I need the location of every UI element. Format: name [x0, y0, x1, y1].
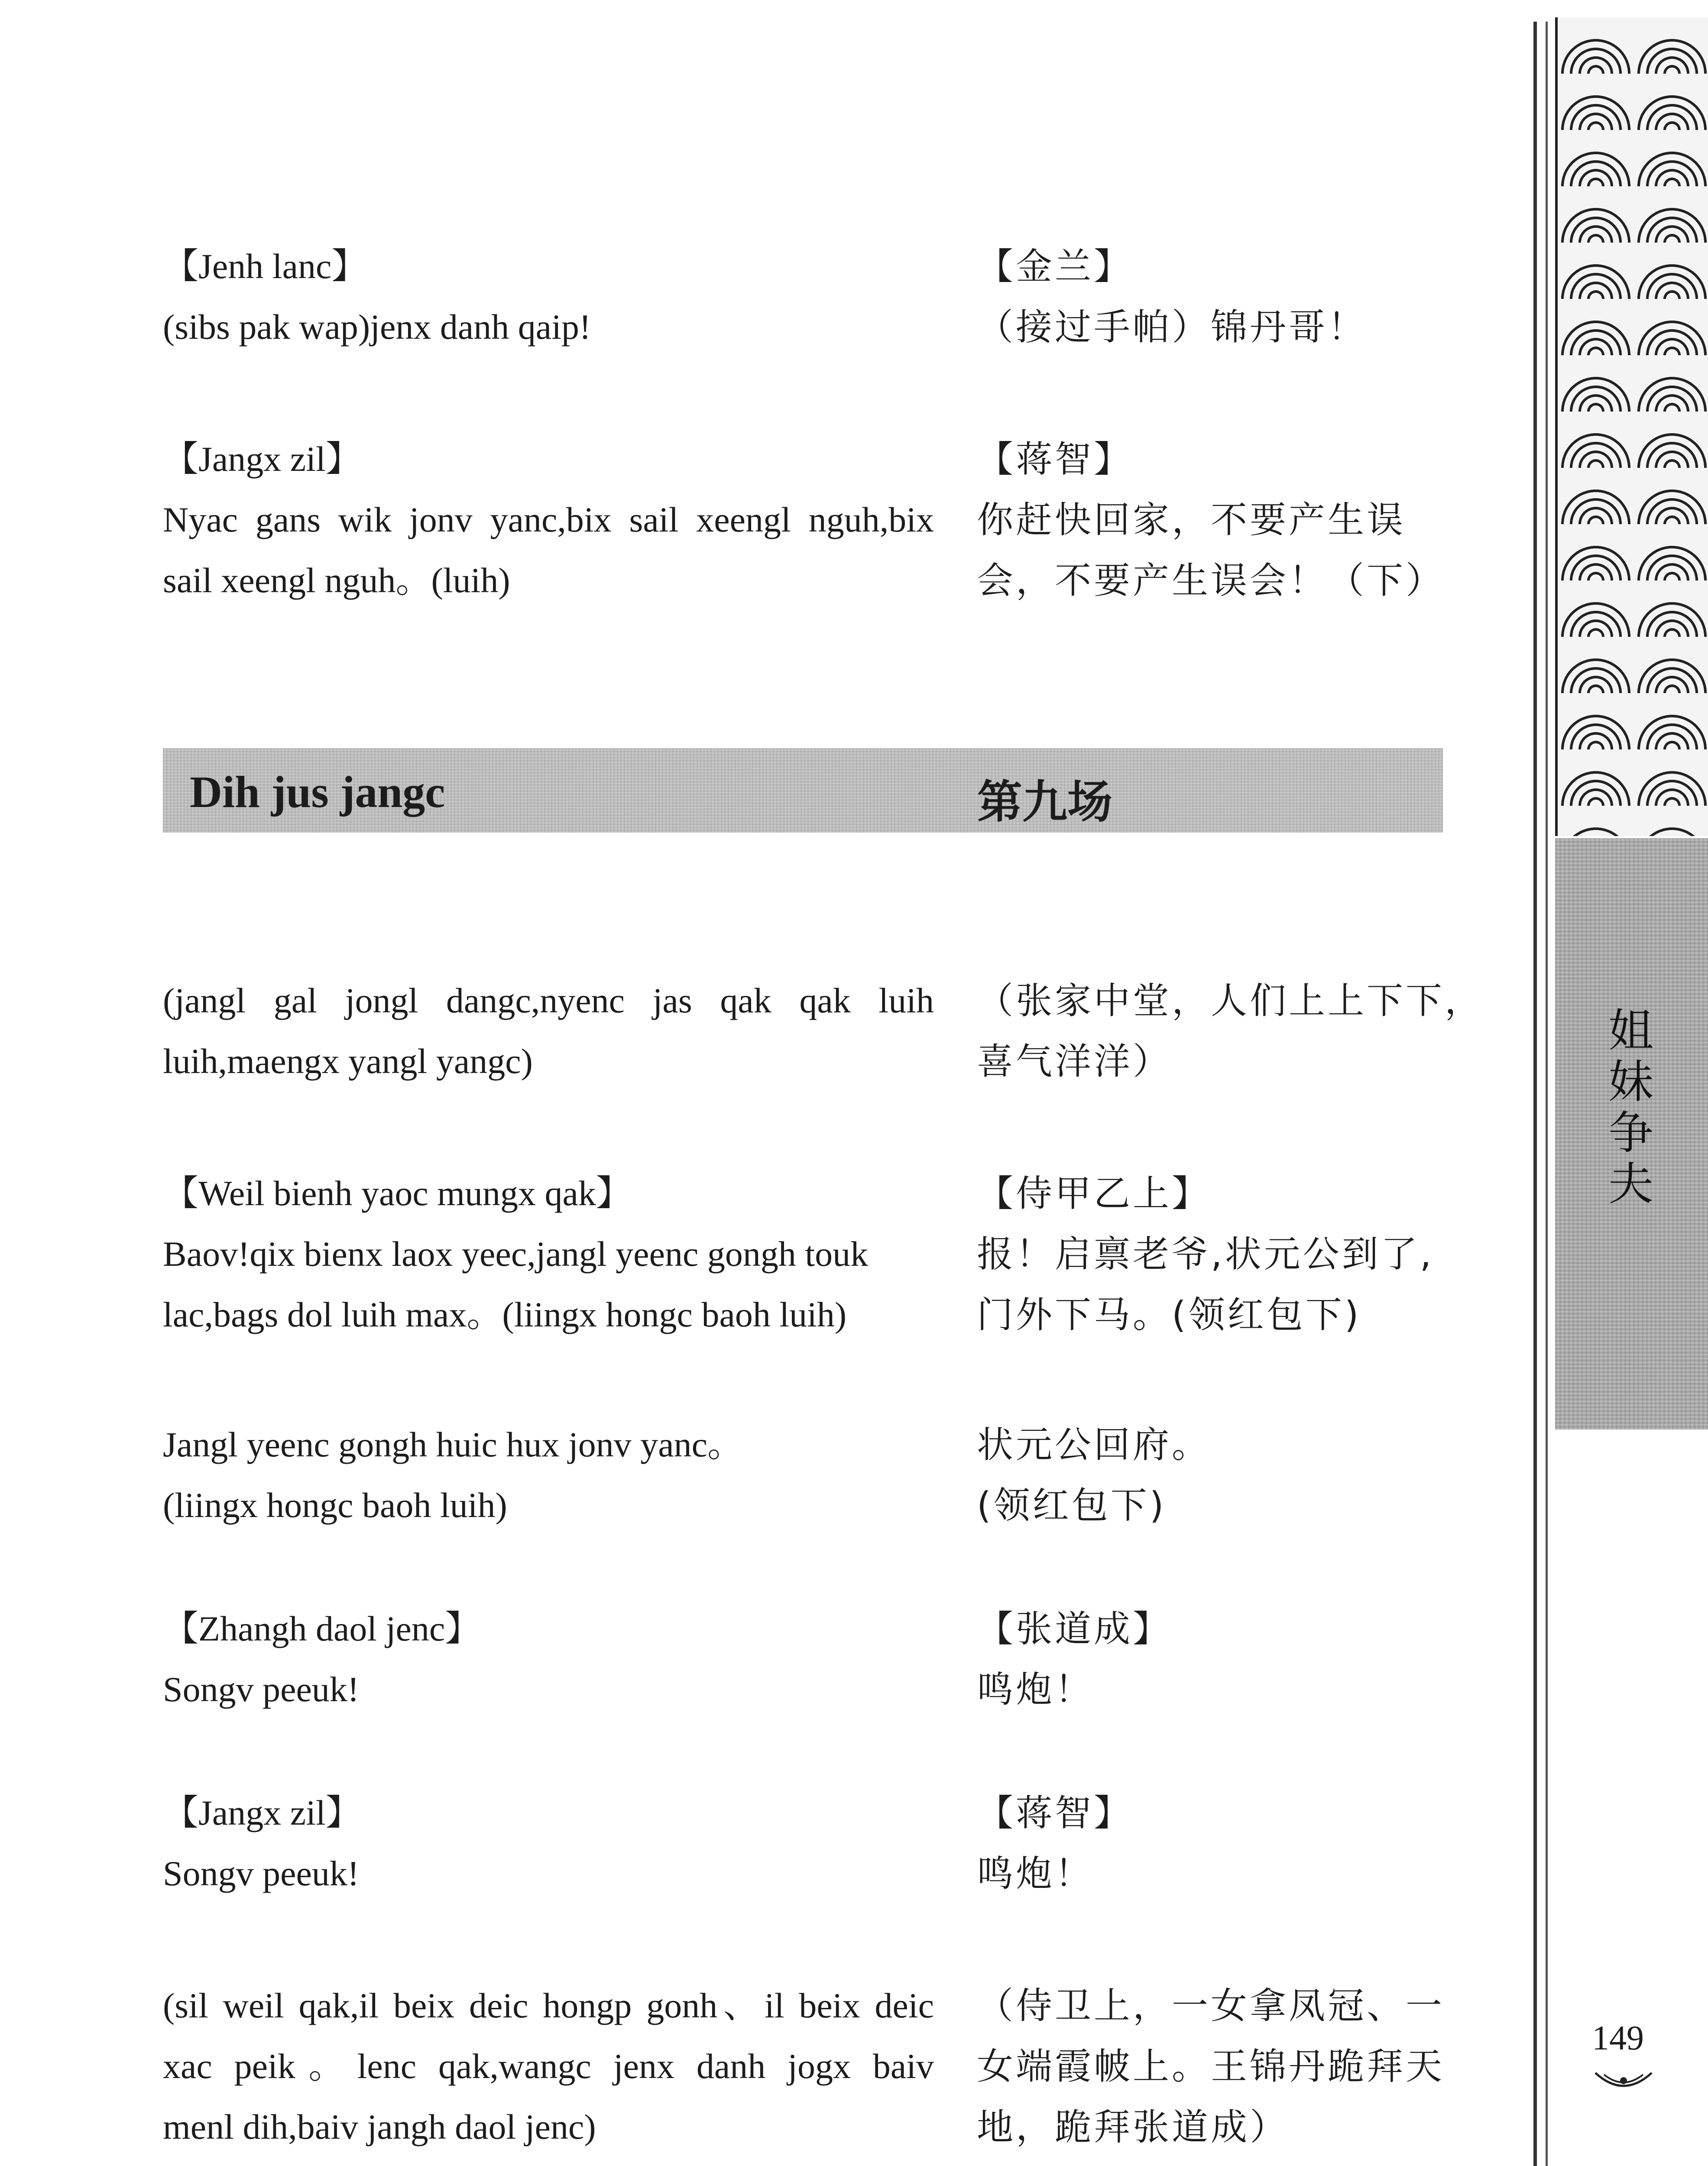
stage-direction-block-2-zh: [977, 1975, 1458, 2157]
dialogue-line: xac peik。lenc qak,wangc jenx danh jogx baiv: [163, 2046, 934, 2086]
speaker-label: 【Jangx zil】: [163, 1793, 361, 1832]
dialogue-line: 你赶快回家，不要产生误: [977, 499, 1406, 541]
speaker-label: 【蒋智】: [977, 1792, 1133, 1834]
dialogue-line: Songv peeuk!: [163, 1854, 360, 1893]
dialogue-line: Nyac gans wik jonv yanc,bix sail xeengl nguh,bix: [163, 500, 934, 539]
side-title-char: 夫: [1608, 1158, 1653, 1210]
side-title-char: 争: [1608, 1106, 1653, 1159]
dialogue-line: （侍卫上，一女拿凤冠、一: [977, 1984, 1445, 2027]
dialogue-line: (领红包下): [977, 1484, 1167, 1527]
dialogue-line: sail xeengl nguh。(luih): [163, 561, 510, 600]
dialogue-block-jenh-lanc-zh: [977, 236, 1458, 357]
side-title: [1607, 1005, 1655, 1209]
speaker-label: 【金兰】: [977, 245, 1133, 288]
dialogue-block-jenh-lanc-dong: [163, 236, 934, 357]
decorative-wave-pattern: [1555, 17, 1708, 836]
dialogue-line: (jangl gal jongl dangc,nyenc jas qak qak luih: [163, 981, 934, 1020]
dialogue-line: 喜气洋洋）: [977, 1040, 1172, 1083]
dialogue-line: 状元公回府。: [977, 1423, 1211, 1466]
speaker-label: 【Jenh lanc】: [163, 246, 367, 286]
dialogue-line: （接过手帕）锦丹哥！: [977, 306, 1367, 348]
dialogue-block-jangl-yeenc-zh: [977, 1414, 1458, 1536]
speaker-label: 【Weil bienh yaoc mungx qak】: [163, 1174, 632, 1213]
dialogue-block-jangl-yeenc-dong: [163, 1414, 934, 1536]
dialogue-line: Jangl yeenc gongh huic hux jonv yanc。: [163, 1425, 743, 1464]
dialogue-block-jangx-zil-dong: [163, 429, 934, 611]
dialogue-block-jangx-zil-zh: [977, 429, 1458, 611]
speaker-label: 【Jangx zil】: [163, 439, 361, 479]
dialogue-line: (sil weil qak,il beix deic hongp gonh、il beix deic: [163, 1986, 934, 2025]
dialogue-line: 女端霞帔上。王锦丹跪拜天: [977, 2045, 1445, 2088]
dialogue-line: （张家中堂，人们上上下下，: [977, 979, 1484, 1022]
side-title-char: 姐: [1608, 1004, 1653, 1057]
dialogue-line: lac,bags dol luih max。(liingx hongc baoh luih): [163, 1295, 847, 1334]
dialogue-block-weil-bienh-dong: [163, 1163, 934, 1345]
stage-direction-block-2-dong: [163, 1975, 934, 2157]
scene-title-dong: Dih jus jangc: [190, 767, 445, 817]
scene-heading-bar: [163, 748, 1443, 833]
stage-direction-block-dong: [163, 970, 934, 1092]
dialogue-line: 地，跪拜张道成）: [977, 2106, 1289, 2148]
dialogue-line: (sibs pak wap)jenx danh qaip!: [163, 307, 591, 347]
margin-rule: [1546, 22, 1548, 2166]
side-title-char: 妹: [1608, 1055, 1653, 1108]
dialogue-line: menl dih,baiv jangh daol jenc): [163, 2107, 596, 2147]
stage-direction-block-zh: [977, 970, 1484, 1092]
scene-title-zh: 第九场: [977, 775, 1113, 828]
dialogue-block-jangx-zil-2-dong: [163, 1783, 934, 1904]
dialogue-line: Baov!qix bienx laox yeec,jangl yeenc gongh touk: [163, 1234, 869, 1274]
page-number: 149: [1592, 2019, 1644, 2057]
dialogue-line: (liingx hongc baoh luih): [163, 1485, 507, 1525]
dialogue-block-jangx-zil-2-zh: [977, 1783, 1458, 1904]
dialogue-line: 会，不要产生误会！（下）: [977, 559, 1445, 602]
dialogue-line: Songv peeuk!: [163, 1670, 360, 1709]
dialogue-line: 门外下马。(领红包下): [977, 1294, 1361, 1336]
speaker-label: 【蒋智】: [977, 438, 1133, 480]
page-ornament-icon: [1593, 2069, 1654, 2095]
dialogue-block-weil-bienh-zh: [977, 1163, 1458, 1345]
dialogue-block-zhangh-daol-jenc-zh: [977, 1599, 1458, 1720]
dialogue-line: luih,maengx yangl yangc): [163, 1041, 533, 1081]
dialogue-line: 鸣炮！: [977, 1668, 1094, 1711]
dialogue-line: 报！启禀老爷,状元公到了,: [977, 1233, 1434, 1275]
margin-rule: [1533, 22, 1537, 2166]
speaker-label: 【张道成】: [977, 1608, 1172, 1650]
speaker-label: 【侍甲乙上】: [977, 1172, 1211, 1215]
speaker-label: 【Zhangh daol jenc】: [163, 1609, 481, 1648]
dialogue-block-zhangh-daol-jenc-dong: [163, 1599, 934, 1720]
dialogue-line: 鸣炮！: [977, 1852, 1094, 1895]
